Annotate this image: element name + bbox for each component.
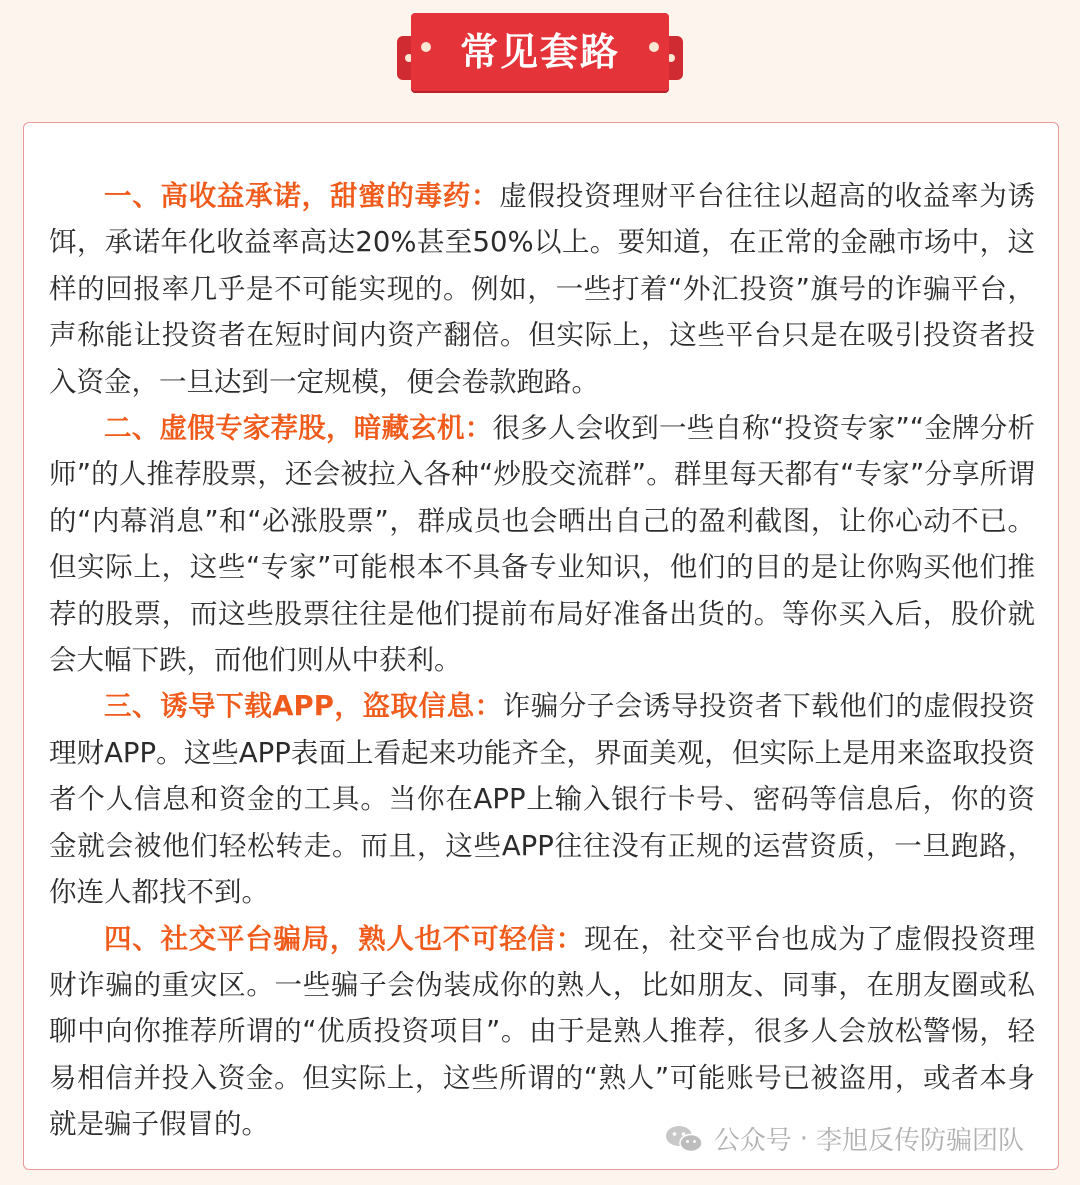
section-paragraph-2 [49, 405, 1035, 683]
section-body-4: 现在，社交平台也成为了虚假投资理财诈骗的重灾区。一些骗子会伪装成你的熟人，比如朋友、同事，在朋友圈或私聊中向你推荐所谓的“优质投资项目”。由于是熟人推荐，很多人会放松警惕，轻易相信并投入资金。但实际上，这些所谓的“熟人”可能账号已被盗用，或者本身就是骗子假冒的。 [49, 922, 1035, 1141]
section-heading-2: 二、虚假专家荐股，暗藏玄机： [104, 412, 493, 445]
section-paragraph-4 [49, 916, 1035, 1148]
section-body-2: 很多人会收到一些自称“投资专家”“金牌分析师”的人推荐股票，还会被拉入各种“炒股交流群”。群里每天都有“专家”分享所谓的“内幕消息”和“必涨股票”，群成员也会晒出自己的盈利截图，让你心动不已。但实际上，这些“专家”可能根本不具备专业知识，他们的目的是让你购买他们推荐的股票，而这些股票往往是他们提前布局好准备出货的。等你买入后，股价就会大幅下跌，而他们则从中获利。 [49, 412, 1035, 677]
wechat-icon [664, 1124, 704, 1154]
banner-plate [411, 13, 669, 91]
content-card [23, 122, 1059, 1170]
section-body-1: 虚假投资理财平台往往以超高的收益率为诱饵，承诺年化收益率高达20%甚至50%以上。要知道，在正常的金融市场中，这样的回报率几乎是不可能实现的。例如，一些打着“外汇投资”旗号的诈骗平台，声称能让投资者在短时间内资产翻倍。但实际上，这些平台只是在吸引投资者投入资金，一旦达到一定规模，便会卷款跑路。 [49, 180, 1035, 398]
footer-account-name: 李旭反传防骗团队 [815, 1126, 1024, 1156]
section-heading-1: 一、高收益承诺，甜蜜的毒药： [104, 180, 500, 212]
banner-title: 常见套路 [459, 30, 620, 74]
title-banner [397, 10, 683, 92]
section-body-3: 诈骗分子会诱导投资者下载他们的虚假投资理财APP。这些APP表面上看起来功能齐全，界面美观，但实际上是用来盗取投资者个人信息和资金的工具。当你在APP上输入银行卡号、密码等信息后，你的资金就会被他们轻松转走。而且，这些APP往往没有正规的运营资质，一旦跑路，你连人都找不到。 [49, 690, 1036, 909]
section-heading-4: 四、社交平台骗局，熟人也不可轻信： [104, 922, 584, 955]
section-paragraph-3 [49, 683, 1035, 915]
section-paragraph-1 [49, 173, 1035, 405]
footer-separator: · [799, 1123, 808, 1154]
section-heading-3: 三、诱导下载APP，盗取信息： [104, 690, 503, 723]
watermark-footer [664, 1120, 1024, 1157]
footer-source-label: 公众号 [713, 1126, 792, 1156]
